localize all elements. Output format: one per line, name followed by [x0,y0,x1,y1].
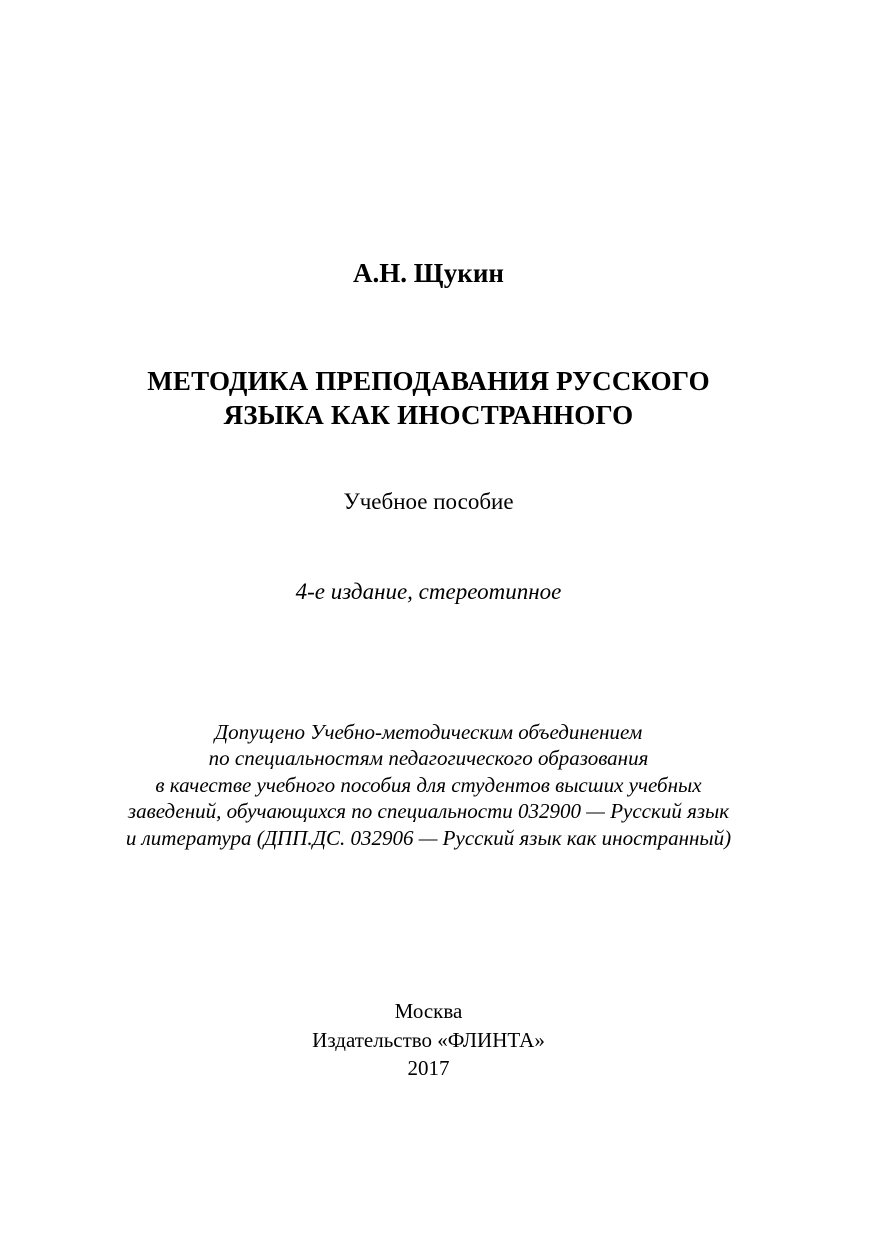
book-title [0,364,857,432]
edition-note: 4-е издание, стереотипное [295,579,562,604]
approval-line-2: по специальностям педагогического образования [208,746,649,771]
imprint [0,997,857,1083]
book-title-line-1: МЕТОДИКА ПРЕПОДАВАНИЯ РУССКОГО [147,366,710,396]
approval-line-1: Допущено Учебно-методическим объединением [214,720,643,744]
imprint-publisher: Издательство «ФЛИНТА» [312,1027,545,1052]
author-name: А.Н. Щукин [353,258,504,288]
approval-line-4: заведений, обучающихся по специальности 032900 — Русский язык [127,799,730,824]
approval-statement [0,719,857,851]
approval-line-3: в качестве учебного пособия для студентов высших учебных [155,772,702,797]
imprint-city: Москва [394,999,463,1023]
approval-line-5: и литература (ДПП.ДС. 032906 — Русский язык как иностранный) [125,825,732,850]
imprint-year: 2017 [407,1056,450,1080]
book-subtitle: Учебное пособие [343,489,514,514]
book-title-line-2: ЯЗЫКА КАК ИНОСТРАННОГО [223,400,634,430]
